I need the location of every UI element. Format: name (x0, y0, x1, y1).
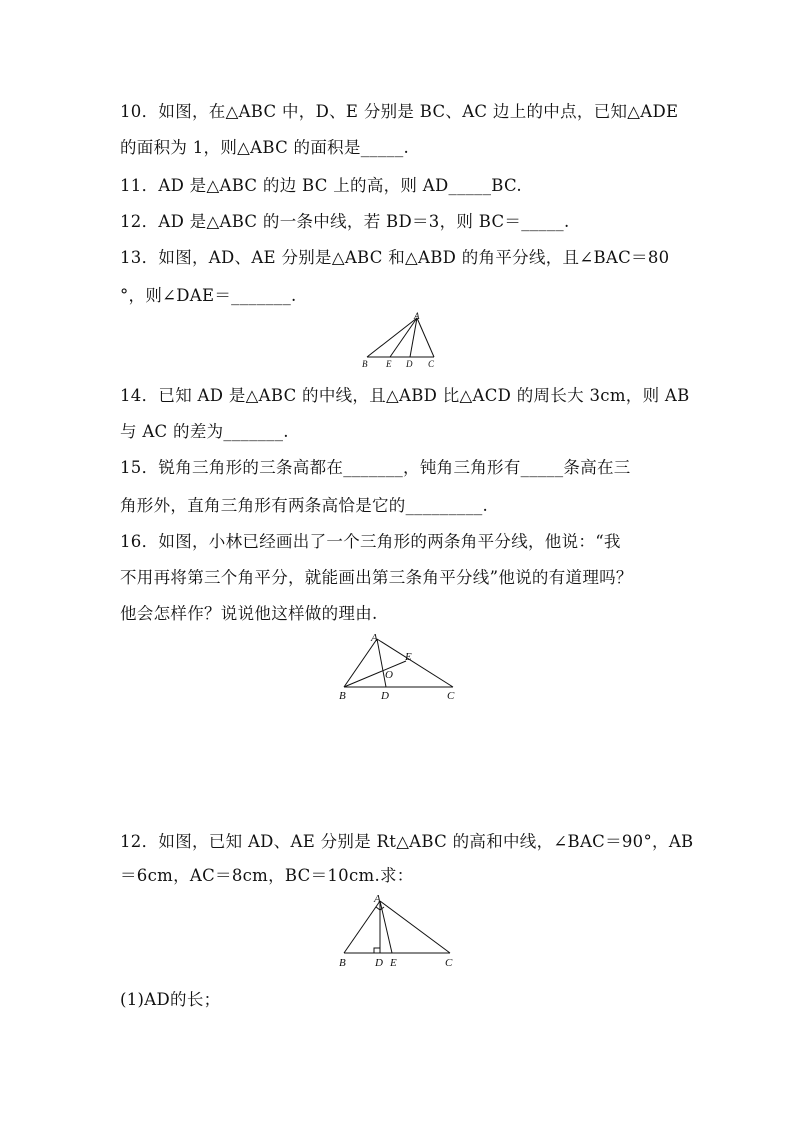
vertex-label-a: A (371, 632, 378, 644)
point-label-o: O (385, 669, 393, 681)
vertex-label-b: B (362, 359, 368, 369)
problem-line: 12．如图，已知 AD、AE 分别是 Rt△ABC 的高和中线，∠BAC＝90°，AB (120, 832, 694, 851)
point-label-e: E (405, 651, 412, 663)
problem-line: 的面积为 1，则△ABC 的面积是_____. (120, 138, 410, 157)
problem-line: 15．锐角三角形的三条高都在_______，钝角三角形有_____条高在三 (120, 458, 631, 477)
problem-line: °，则∠DAE＝_______. (120, 286, 297, 305)
figure-two-bisectors (330, 628, 470, 712)
point-label-d: D (406, 359, 413, 369)
figure-angle-bisectors (360, 310, 442, 374)
vertex-label-a: A (414, 311, 420, 321)
vertex-label-c: C (447, 690, 455, 702)
vertex-label-a: A (374, 893, 381, 905)
problem-line: 13．如图，AD、AE 分别是△ABC 和△ABD 的角平分线，且∠BAC＝80 (120, 248, 670, 267)
vertex-label-c: C (428, 359, 435, 369)
vertex-label-b: B (339, 690, 346, 702)
problem-line: 角形外，直角三角形有两条高恰是它的_________. (120, 496, 489, 515)
problem-line: 与 AC 的差为_______. (120, 422, 289, 441)
point-label-d: D (375, 957, 383, 969)
figure-right-triangle (330, 890, 460, 978)
problem-line: 11．AD 是△ABC 的边 BC 上的高，则 AD_____BC. (120, 176, 522, 195)
point-label-e: E (390, 957, 397, 969)
problem-line: 他会怎样作？说说他这样做的理由. (120, 604, 378, 623)
vertex-label-c: C (445, 957, 453, 969)
vertex-label-b: B (339, 957, 346, 969)
problem-line: 10．如图，在△ABC 中，D、E 分别是 BC、AC 边上的中点，已知△ADE (120, 102, 679, 121)
problem-line: 不用再将第三个角平分，就能画出第三条角平分线”他说的有道理吗？ (120, 568, 633, 587)
problem-line: 12．AD 是△ABC 的一条中线，若 BD＝3，则 BC＝_____. (120, 212, 570, 231)
point-label-e: E (386, 359, 392, 369)
problem-line: 14．已知 AD 是△ABC 的中线，且△ABD 比△ACD 的周长大 3cm，则 AB (120, 386, 690, 405)
problem-line: (1)AD的长； (120, 990, 221, 1009)
point-label-d: D (381, 690, 389, 702)
problem-line: 16．如图，小林已经画出了一个三角形的两条角平分线，他说：“我 (120, 532, 621, 551)
problem-line: ＝6cm，AC＝8cm，BC＝10cm.求： (120, 866, 414, 885)
